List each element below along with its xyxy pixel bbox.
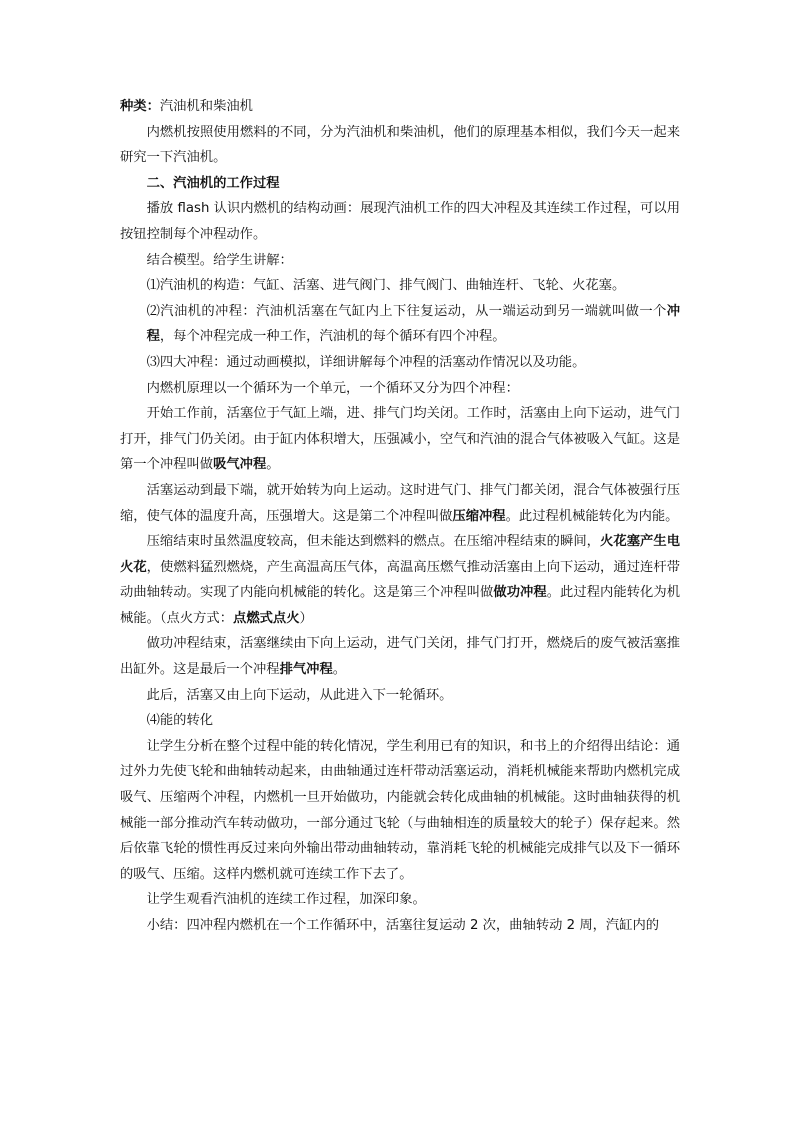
list-item-four-strokes <box>120 350 680 376</box>
text-run: ，使燃料猛烈燃烧，产生高温高压气体，高温高压燃气推动活塞由上向下运动，通过连杆带动曲轴转动。实现了内能向机械能的转化。这是第三个冲程叫做 <box>120 559 681 601</box>
text-run: ⑴汽油机的构造：气缸、活塞、进气阀门、排气阀门、曲轴连杆、飞轮、火花塞。 <box>146 278 626 294</box>
paragraph-types <box>120 94 680 120</box>
paragraph-watch <box>120 887 680 913</box>
emphasis-text: 冲程 <box>146 303 680 345</box>
emphasis-text: 种类： <box>120 99 160 114</box>
text-run: 小结：四冲程内燃机在一个工作循环中，活塞往复运动 2 次，曲轴转动 2 周，汽缸内的 <box>146 918 660 933</box>
text-run: ⑶四大冲程：通过动画模拟，详细讲解每个冲程的活塞动作情况以及功能。 <box>146 354 586 370</box>
text-run: 此后，活塞又由上向下运动，从此进入下一轮循环。 <box>146 687 453 703</box>
emphasis-text: 吸气冲程 <box>213 457 267 473</box>
text-run: 让学生分析在整个过程中能的转化情况，学生利用已有的知识，和书上的介绍得出结论：通过外力先使飞轮和曲轴转动起来，由曲轴通过连杆带动活塞运动，消耗机械能来帮助内燃机完成吸气、压缩两个冲程，内燃机一旦开始做功，内能就会转化成曲轴的机械能。这时曲轴获得的机械能一部分推动汽车转动做功，一部分通过飞轮（与曲轴相连的质量较大的轮子）保存起来。然后依靠飞轮的惯性再反过来向外输出带动曲轴转动，靠消耗飞轮的机械能完成排气以及下一循环的吸气、压缩。这样内燃机就可连续工作下去了。 <box>120 738 680 882</box>
paragraph-exhaust <box>120 631 680 682</box>
text-run: 。此过程机械能转化为内能。 <box>505 508 679 524</box>
text-run: 内燃机按照使用燃料的不同，分为汽油机和柴油机，他们的原理基本相似，我们今天一起来研究一下汽油机。 <box>120 124 680 166</box>
text-run: 。 <box>332 662 347 678</box>
paragraph-flash <box>120 196 680 247</box>
paragraph-power <box>120 529 680 631</box>
paragraph-intro <box>120 120 680 171</box>
text-run: 做功冲程结束，活塞继续由下向上运动，进气门关闭，排气门打开，燃烧后的废气被活塞推出缸外。这是最后一个冲程 <box>120 636 680 678</box>
text-run: 内燃机原理以一个循环为一个单元，一个循环又分为四个冲程： <box>146 380 519 396</box>
text-run: 汽油机和柴油机 <box>159 99 253 114</box>
paragraph-summary <box>120 913 680 939</box>
paragraph-model <box>120 248 680 274</box>
paragraph-cycle <box>120 376 680 402</box>
emphasis-text: 做功冲程 <box>493 585 547 601</box>
paragraph-compression <box>120 478 680 529</box>
emphasis-text: 排气冲程 <box>279 662 333 678</box>
text-run: 。 <box>266 457 280 473</box>
text-run: ⑷能的转化 <box>146 713 214 729</box>
emphasis-text: 点燃式点火 <box>233 610 300 626</box>
paragraph-energy-analysis <box>120 734 680 888</box>
text-run: ，每个冲程完成一种工作，汽油机的每个循环有四个冲程。 <box>159 329 506 345</box>
document-page <box>120 94 680 939</box>
list-item-structure <box>120 273 680 299</box>
text-run: 播放 flash 认识内燃机的结构动画：展现汽油机工作的四大冲程及其连续工作过程，可以用按钮控制每个冲程动作。 <box>120 201 680 242</box>
emphasis-text: 二、汽油机的工作过程 <box>146 175 280 191</box>
list-item-stroke <box>120 299 680 350</box>
text-run: 结合模型。给学生讲解： <box>146 252 293 268</box>
text-run: 。此过程内能转化为机械能。（点火方式： <box>120 585 681 626</box>
text-run: 让学生观看汽油机的连续工作过程，加深印象。 <box>146 892 426 908</box>
emphasis-text: 压缩冲程 <box>452 508 506 524</box>
text-run: 活塞运动到最下端，就开始转为向上运动。这时进气门、排气门都关闭，混合气体被强行压缩，使气体的温度升高，压强增大。这是第二个冲程叫做 <box>120 482 680 524</box>
paragraph-next-cycle <box>120 683 680 709</box>
emphasis-text: 火花塞产生电火花 <box>120 534 681 575</box>
section-heading <box>120 171 680 197</box>
text-run: ） <box>299 610 313 626</box>
text-run: 压缩结束时虽然温度较高，但未能达到燃料的燃点。在压缩冲程结束的瞬间， <box>146 534 601 550</box>
text-run: ⑵汽油机的冲程：汽油机活塞在气缸内上下往复运动，从一端运动到另一端就叫做一个 <box>146 303 667 319</box>
list-item-energy <box>120 708 680 734</box>
text-run: 开始工作前，活塞位于气缸上端，进、排气门均关闭。工作时，活塞由上向下运动，进气门打开，排气门仍关闭。由于缸内体积增大，压强减小，空气和汽油的混合气体被吸入气缸。这是第一个冲程叫做 <box>120 406 680 473</box>
paragraph-intake <box>120 401 680 478</box>
